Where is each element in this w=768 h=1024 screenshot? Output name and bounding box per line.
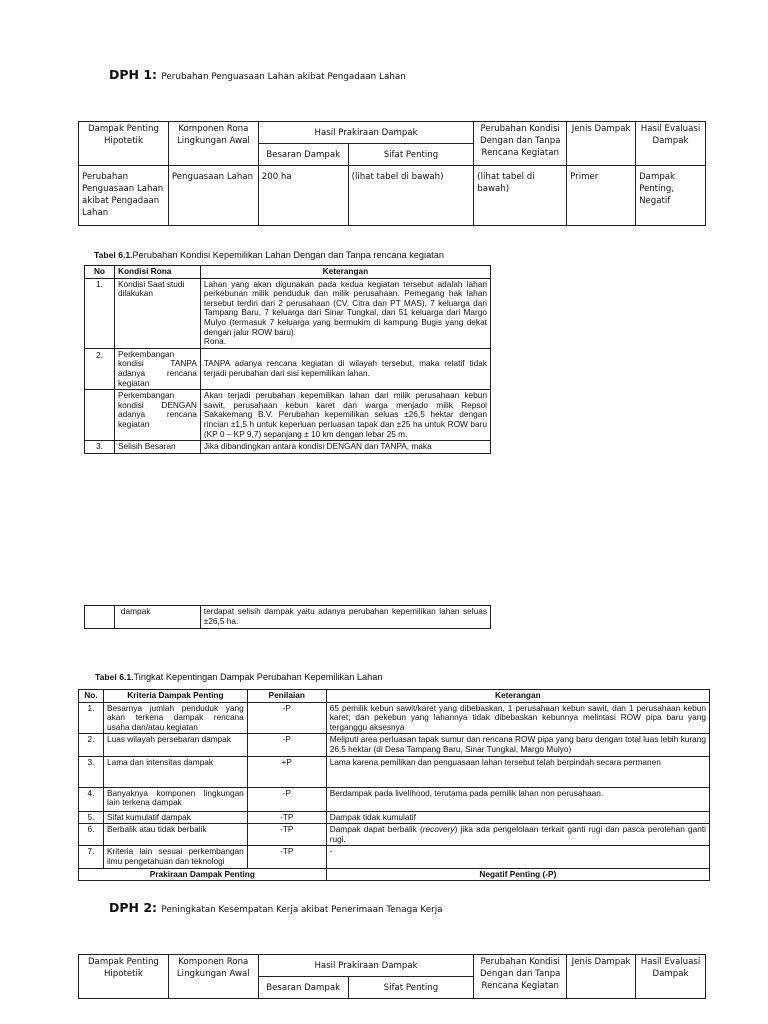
table-row [79, 787, 710, 811]
header-perubahan-kondisi: Perubahan Kondisi Dengan dan Tanpa Rencana Kegiatan [474, 122, 567, 166]
row-keterangan-pre: Dampak dapat berbalik ( [329, 824, 423, 835]
header-jenis-dampak: Jenis Dampak [567, 955, 636, 999]
table-tingkat-header-no: No. [79, 690, 104, 703]
table-kondisi-caption-text: Perubahan Kondisi Kepemilikan Lahan Dengan dan Tanpa rencana kegiatan [132, 250, 444, 260]
row-no [85, 606, 115, 629]
table-kondisi-header-kondisi: Kondisi Rona [114, 266, 200, 279]
cell-jenis: Primer [567, 166, 636, 226]
dph2-code: DPH 2: [109, 900, 158, 915]
cell-komponen: Penguasaan Lahan [168, 166, 258, 226]
table-kondisi-header-keterangan: Keterangan [200, 266, 490, 279]
row-no: 3. [79, 756, 104, 787]
header-komponen-rona: Komponen Rona Lingkungan Awal [168, 955, 258, 999]
row-penilaian: -TP [247, 824, 326, 846]
dph1-title: Perubahan Penguasaan Lahan akibat Pengadaan Lahan [161, 72, 406, 82]
row-keterangan: - [326, 846, 709, 868]
table-tingkat-caption-label: Tabel 6.1. [95, 672, 134, 682]
table-kondisi-continuation [84, 605, 491, 629]
row-keterangan-extra: Rona. [203, 336, 226, 347]
row-keterangan: Berdampak pada livelihood, terutama pada pemilik lahan non perusahaan. [326, 787, 709, 811]
impact-table-2 [78, 954, 706, 999]
row-no: 3. [85, 441, 115, 454]
row-kondisi: dampak [114, 606, 200, 629]
row-penilaian: -TP [247, 811, 326, 824]
row-kriteria: Kriteria lain sesuai perkembangan ilmu pengetahuan dan teknologi [103, 846, 247, 868]
table-kondisi [84, 265, 491, 454]
table-row [79, 846, 710, 868]
row-kriteria: Lama dan intensitas dampak [103, 756, 247, 787]
row-penilaian: -P [247, 787, 326, 811]
row-keterangan [200, 278, 490, 348]
row-keterangan: Lama karena pemilikan dan penguasaan lahan tersebut telah berpindah secara permanen [326, 756, 709, 787]
table-row [79, 734, 710, 756]
row-keterangan-post: ) jika ada pengelolaan terkait ganti rugi dan pasca perolehan ganti rugi. [329, 824, 706, 844]
row-keterangan: TANPA adanya rencana kegiatan di wilayah tersebut, maka relatif tidak terjadi perubahan dari sisi kepemilikan lahan. [200, 348, 490, 389]
row-no: 2. [85, 348, 115, 389]
header-besaran-dampak: Besaran Dampak [258, 977, 348, 999]
row-keterangan: terdapat selisih dampak yaitu adanya perubahan kepemilikan lahan seluas ±26,5 ha. [200, 606, 490, 629]
table-kondisi-caption-label: Tabel 6.1. [94, 250, 133, 260]
table-row [79, 702, 710, 734]
row-no [85, 390, 115, 441]
row-kondisi: Perkembangan kondisi DENGAN adanya rencana kegiatan [114, 390, 200, 441]
table-row [85, 278, 491, 348]
header-hasil-prakiraan: Hasil Prakiraan Dampak [258, 122, 474, 144]
row-kriteria: Luas wilayah persebaran dampak [103, 734, 247, 756]
table-tingkat-header-penilaian: Penilaian [247, 690, 326, 703]
table-row [85, 390, 491, 441]
row-kriteria: Berbalik atau tidak berbalik [103, 824, 247, 846]
row-keterangan [326, 824, 709, 846]
table-row [85, 606, 491, 629]
row-keterangan: Dampak tidak kumulatif [326, 811, 709, 824]
row-penilaian: -TP [247, 846, 326, 868]
cell-dampak: Perubahan Penguasaan Lahan akibat Pengadaan Lahan [79, 166, 169, 226]
table-tingkat-caption [95, 672, 382, 682]
dph1-code: DPH 1: [109, 67, 158, 82]
table-row [79, 756, 710, 787]
header-sifat-penting: Sifat Penting [348, 977, 474, 999]
impact-table-1 [78, 121, 706, 226]
header-hasil-evaluasi: Hasil Evaluasi Dampak [636, 955, 706, 999]
dph2-title: Peningkatan Kesempatan Kerja akibat Penerimaan Tenaga Kerja [161, 905, 443, 915]
table-tingkat-header-keterangan: Keterangan [326, 690, 709, 703]
header-komponen-rona: Komponen Rona Lingkungan Awal [168, 122, 258, 166]
table-row [79, 811, 710, 824]
table-row [79, 824, 710, 846]
row-keterangan-italic: recovery [422, 824, 455, 835]
row-no: 7. [79, 846, 104, 868]
table-tingkat-header-kriteria: Kriteria Dampak Penting [103, 690, 247, 703]
cell-evaluasi: Dampak Penting, Negatif [636, 166, 706, 226]
row-keterangan: Meliputi area perluasan tapak sumur dan rencana ROW pipa yang baru dengan total luas lebih kurang 26,5 hektar (di Desa Tampang Baru, Sinar Tungkal, Margo Mulyo) [326, 734, 709, 756]
row-kriteria: Sifat kumulatif dampak [103, 811, 247, 824]
summary-row [79, 868, 710, 881]
table-kondisi-caption [94, 250, 444, 260]
row-no: 1. [79, 702, 104, 734]
dph2-heading [109, 900, 443, 915]
header-jenis-dampak: Jenis Dampak [567, 122, 636, 166]
row-no: 1. [85, 278, 115, 348]
row-kriteria: Besarnya jumlah penduduk yang akan terkena dampak rencana usaha dan/atau kegiatan [103, 702, 247, 734]
cell-besaran: 200 ha [258, 166, 348, 226]
row-keterangan-text: Lahan yang akan digunakan pada kedua kegiatan tersebut adalah lahan perkebunan milik penduduk dan milik perusahaan. Pemegang hak lahan tersebut terdiri dari 2 perusahaan (CV. Citra dan PT MAS), 7 keluarga dari Tampang Baru, 7 keluarga dari Sinar Tungkal, dan 51 keluarga dari Margo Mulyo (termasuk 7 keluarga yang bermukim di kampung Bugis yang dekat dengan jalur ROW baru). [203, 278, 487, 337]
header-dampak-penting: Dampak Penting Hipotetik [79, 955, 169, 999]
row-kondisi: Selisih Besaran [114, 441, 200, 454]
header-hasil-prakiraan: Hasil Prakiraan Dampak [258, 955, 474, 977]
row-penilaian: -P [247, 702, 326, 734]
row-kriteria: Banyaknya komponen lingkungan lain terkena dampak [103, 787, 247, 811]
header-perubahan-kondisi: Perubahan Kondisi Dengan dan Tanpa Rencana Kegiatan [474, 955, 567, 999]
row-penilaian: -P [247, 734, 326, 756]
row-kondisi: Perkembangan kondisi TANPA adanya rencana kegiatan [114, 348, 200, 389]
row-keterangan: 65 pemilik kebun sawit/karet yang dibebaskan, 1 perusahaan kebun sawit, dan 1 perusahaan kebun karet; dan pekebun yang lahannya tidak dibebaskan kebunnya melintasi ROW pipa baru yang terganggu aksesnya [326, 702, 709, 734]
row-no: 6. [79, 824, 104, 846]
row-no: 2. [79, 734, 104, 756]
cell-perubahan: (lihat tabel di bawah) [474, 166, 567, 226]
table-row [85, 441, 491, 454]
row-penilaian: +P [247, 756, 326, 787]
row-no: 5. [79, 811, 104, 824]
table-tingkat [78, 689, 710, 881]
dph1-heading [109, 67, 406, 82]
table-kondisi-header-no: No [85, 266, 115, 279]
header-besaran-dampak: Besaran Dampak [258, 144, 348, 166]
summary-label: Prakiraan Dampak Penting [79, 868, 327, 881]
row-no: 4. [79, 787, 104, 811]
summary-value: Negatif Penting (-P) [326, 868, 709, 881]
row-keterangan: Akan terjadi perubahan kepemilikan lahan dari milik perusahaan kebun sawit, perusahaan kebun karet dan warga menjado milik Repsol Sakakemang B.V. Perubahan kepemilikan seluas ±26,5 hektar dengan rincian ±1,5 h untuk keperluan perluasan tapak dan ±25 ha untuk ROW baru (KP 0 – KP 9,7) sepanjang ± 10 km dengan lebar 25 m. [200, 390, 490, 441]
header-sifat-penting: Sifat Penting [348, 144, 474, 166]
header-hasil-evaluasi: Hasil Evaluasi Dampak [636, 122, 706, 166]
row-kondisi: Kondisi Saat studi dilakukan [114, 278, 200, 348]
cell-sifat: (lihat tabel di bawah) [348, 166, 474, 226]
header-dampak-penting: Dampak Penting Hipotetik [79, 122, 169, 166]
row-keterangan: Jika dibandingkan antara kondisi DENGAN dan TANPA, maka [200, 441, 490, 454]
table-row [85, 348, 491, 389]
table-tingkat-caption-text: Tingkat Kepentingan Dampak Perubahan Kepemilikan Lahan [133, 672, 383, 682]
